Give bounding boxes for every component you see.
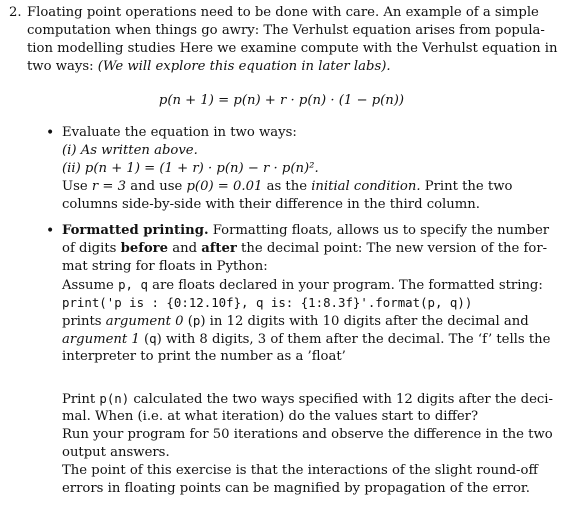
verhulst-equation: p(n + 1) = p(n) + r · p(n) · (1 − p(n)): [158, 93, 405, 108]
bullet2-line-4: Assume p, q are floats declared in your program. The formatted string:: [62, 277, 543, 293]
bullet-marker: •: [46, 223, 55, 239]
bullet1-line-5: columns side-by-side with their difference in the third column.: [62, 197, 480, 212]
bullet1-way-1: (i) As written above.: [62, 143, 198, 158]
intro-line-2: computation when things go awry: The Verhulst equation arises from popula-: [27, 23, 545, 38]
code-example: print('p is : {0:12.10f}, q is: {1:8.3f}'.format(p, q)): [62, 295, 473, 310]
bullet2-line-2: of digits before and after the decimal point: The new version of the for-: [62, 241, 548, 256]
bullet1-line-4: Use r = 3 and use p(0) = 0.01 as the initial condition. Print the two: [62, 179, 513, 194]
closing-line-5: The point of this exercise is that the interactions of the slight round-off: [62, 463, 538, 478]
closing-line-3: Run your program for 50 iterations and observe the difference in the two: [62, 427, 553, 442]
bullet1-line-1: Evaluate the equation in two ways:: [62, 125, 297, 140]
problem-number: 2.: [9, 5, 22, 20]
intro-line-4: [27, 58, 391, 76]
closing-line-4: output answers.: [62, 445, 170, 460]
closing-line-6: errors in floating points can be magnified by propagation of the error.: [62, 481, 530, 496]
intro-note: (We will explore this equation in later labs).: [97, 59, 391, 74]
closing-line-1: Print p(n) calculated the two ways specified with 12 digits after the deci-: [62, 391, 553, 407]
bullet2-line-8: interpreter to print the number as a ’float’: [62, 349, 346, 364]
formatted-printing-title: Formatted printing.: [62, 223, 209, 238]
bullet2-line-6: prints argument 0 (p) in 12 digits with 10 digits after the decimal and: [62, 313, 529, 329]
bullet2-line-1: Formatted printing. Formatting floats, allows us to specify the number: [62, 223, 550, 238]
intro-line-3: tion modelling studies Here we examine compute with the Verhulst equation in: [27, 41, 558, 56]
bullet-marker: •: [46, 125, 55, 141]
bullet2-line-3: mat string for floats in Python:: [62, 259, 268, 274]
bullet2-line-7: argument 1 (q) with 8 digits, 3 of them after the decimal. The ‘f’ tells the: [62, 331, 551, 347]
intro-line-4-text: two ways:: [27, 59, 98, 74]
closing-line-2: mal. When (i.e. at what iteration) do the values start to differ?: [62, 409, 479, 424]
intro-line-1: Floating point operations need to be done with care. An example of a simple: [27, 5, 539, 20]
bullet1-way-2: (ii) p(n + 1) = (1 + r) · p(n) − r · p(n)².: [62, 161, 319, 176]
